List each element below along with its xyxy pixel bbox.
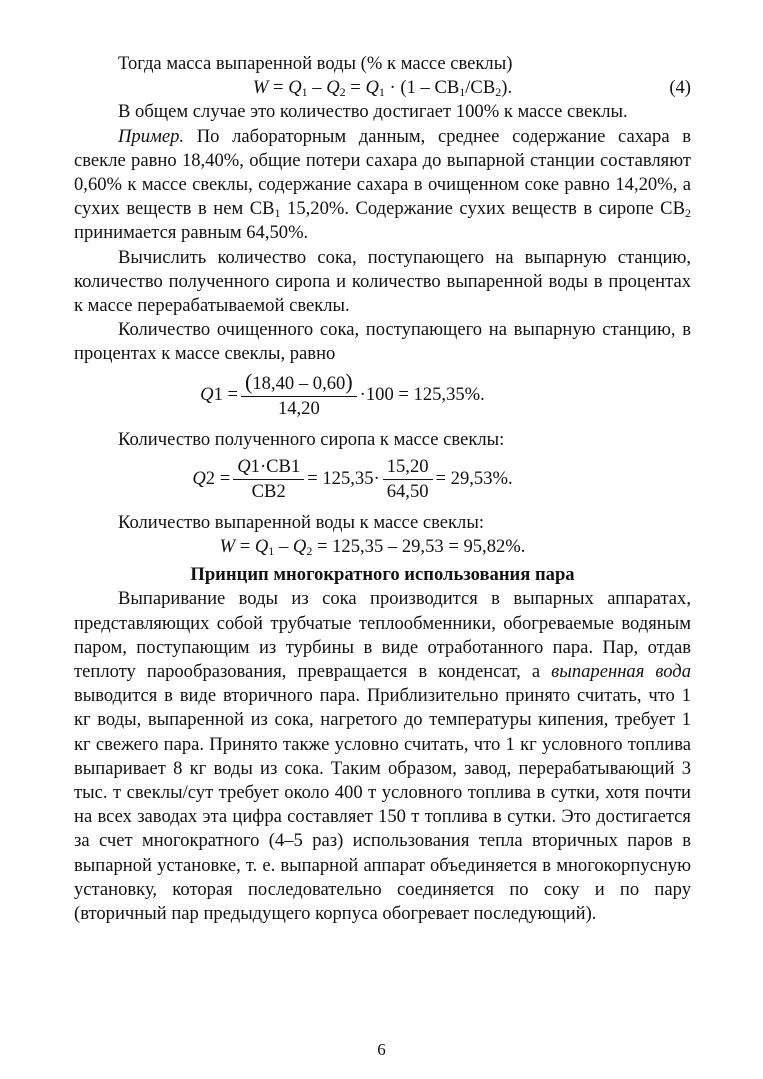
paragraph-intro: Тогда масса выпаренной воды (% к массе свеклы): [118, 53, 513, 74]
paragraph-principle: Выпаривание воды из сока производится в выпарных аппаратах, представляющих собой трубчатые теплообменники, обогреваемые водяным паром, поступающим из турбины в виде отработанного пара. Пар, отдав теплоту парообразования, превращается в конденсат, а выпаренная вода выводится в виде вторичного пара. Приблизительно принято считать, что 1 кг воды, выпаренной из сока, нагретого до температуры кипения, требует 1 кг свежего пара. Принято также условно считать, что 1 кг условного топлива выпаривает 8 кг воды из сока. Таким образом, завод, перерабатывающий 3 тыс. т свеклы/сут требует около 400 т условного топлива в сутки, хотя почти на всех заводах эта цифра составляет 150 т топлива в сутки. Это достигается за счет многократного (4–5 раз) использования тепла вторичных паров в выпарной установке, т. е. выпарной аппарат объединяется в многокорпусную установку, которая последовательно соединяется по соку и по пару (вторичный пар предыдущего корпуса обогревает последующий).: [74, 588, 691, 925]
equation-number: (4): [669, 77, 691, 99]
paragraph-juice: Количество очищенного сока, поступающего на выпарную станцию, в процентах к массе свеклы, равно: [74, 319, 691, 365]
formula-q1: Q1 = $\frac{(18,40 - 0,60)}{14,20}$ ·100 = 125,35%.: [200, 368, 485, 419]
equation-w: $W = Q_1 - Q_2 = 125,35 - 29,53 = 95,82\%$.: [219, 536, 526, 559]
paragraph-task: Вычислить количество сока, поступающего на выпарную станцию, количество полученного сиропа и количество выпаренной воды в процентах к массе перерабатываемой свеклы.: [74, 246, 691, 317]
equation-4: [74, 76, 691, 100]
fraction-q1: $\frac{(18,40 - 0,60)}{14,20}$: [241, 371, 357, 420]
example-label: Пример.: [118, 125, 185, 147]
equation-4-body: $W = Q_1 - Q_2 = Q_1 \cdot (1 - СВ_1/СВ_2)$.: [252, 77, 513, 100]
paragraph-example: Пример. По лабораторным данным, среднее содержание сахара в свекле равно 18,40%, общие потери сахара до выпарной станции составляют 0,60% к массе свеклы, содержание сахара в очищенном соке равно 14,20%, а сухих веществ в нем $СВ_1$ 15,20%. Содержание сухих веществ в сиропе $СВ_2$ принимается равным 64,50%.: [74, 125, 691, 244]
emphasis-term: выпаренная вода: [551, 661, 691, 683]
paragraph-water: Количество выпаренной воды к массе свеклы:: [118, 511, 484, 533]
page-number: 6: [377, 1040, 386, 1059]
section-heading: Принцип многократного использования пара: [190, 564, 575, 586]
fraction-q2b: $\frac{15,20}{64,50}$: [383, 456, 433, 503]
fraction-q2a: $\frac{Q1\cdot СВ1}{СВ2}$: [233, 456, 304, 503]
paragraph-general: В общем случае это количество достигает 100% к массе свеклы.: [118, 101, 628, 123]
formula-q2: Q2 = $\frac{Q1\cdot СВ1}{СВ2}$ = 125,35· $\frac{15,20}{64,50}$ = 29,53%.: [192, 455, 513, 502]
paragraph-syrup: Количество полученного сиропа к массе свеклы:: [118, 428, 505, 450]
document-page: [74, 52, 691, 926]
